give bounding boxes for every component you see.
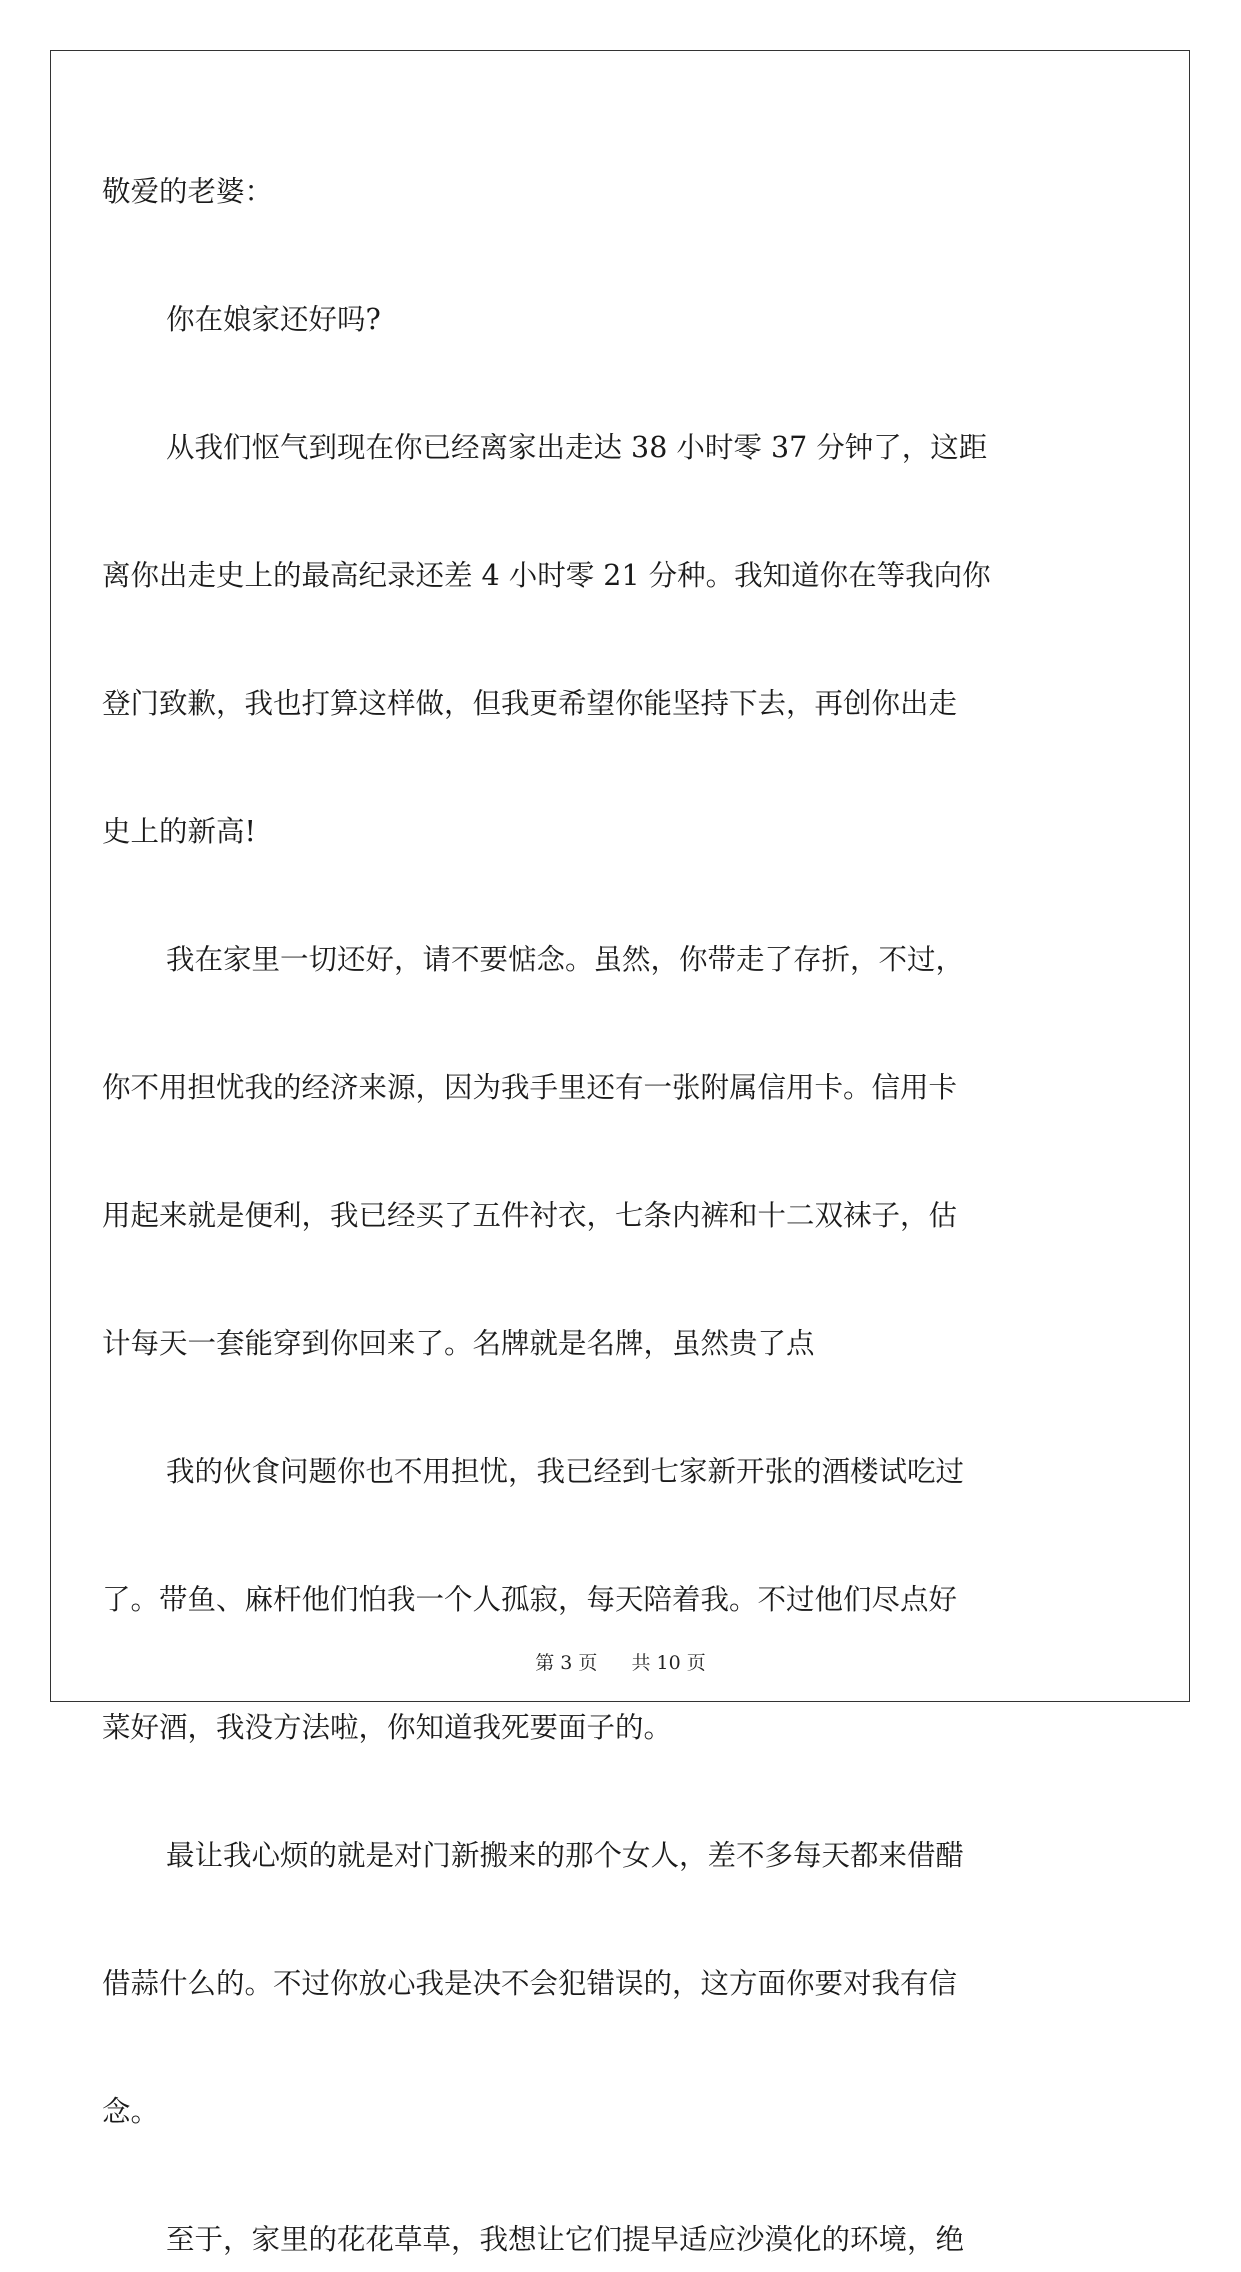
line-spacer xyxy=(102,1248,1140,1312)
text-line: 最让我心烦的就是对门新搬来的那个女人，差不多每天都来借醋 xyxy=(166,1839,965,1872)
line-spacer xyxy=(102,1120,1140,1184)
text-line: 了。带鱼、麻杆他们怕我一个人孤寂，每天陪着我。不过他们尽点好 xyxy=(102,1583,958,1616)
text-line: 用起来就是便利，我已经买了五件衬衣，七条内裤和十二双袜子，估 xyxy=(102,1199,958,1232)
letter-body xyxy=(102,160,1140,2272)
line-spacer xyxy=(102,1888,1140,1952)
text-line: 至于，家里的花花草草，我想让它们提早适应沙漠化的环境，绝 xyxy=(166,2223,965,2256)
line-spacer xyxy=(102,352,1140,416)
text-line: 登门致歉，我也打算这样做，但我更希望你能坚持下去，再创你出走 xyxy=(102,687,958,720)
text-line: 史上的新高! xyxy=(102,815,256,848)
text-line: 计每天一套能穿到你回来了。名牌就是名牌，虽然贵了点 xyxy=(102,1327,815,1360)
text-line: 离你出走史上的最高纪录还差 4 小时零 21 分种。我知道你在等我向你 xyxy=(102,559,991,592)
text-line: 你不用担忧我的经济来源，因为我手里还有一张附属信用卡。信用卡 xyxy=(102,1071,958,1104)
text-line: 我在家里一切还好，请不要惦念。虽然，你带走了存折，不过， xyxy=(166,943,965,976)
line-spacer xyxy=(102,224,1140,288)
line-spacer xyxy=(102,480,1140,544)
line-spacer xyxy=(102,2016,1140,2080)
line-spacer xyxy=(102,2144,1140,2208)
text-line: 念。 xyxy=(102,2095,160,2128)
line-spacer xyxy=(102,736,1140,800)
line-spacer xyxy=(102,608,1140,672)
page-number: 第 3 页 xyxy=(535,1652,598,1674)
line-spacer xyxy=(102,1760,1140,1824)
text-line: 敬爱的老婆： xyxy=(102,175,274,208)
text-line: 菜好酒，我没方法啦，你知道我死要面子的。 xyxy=(102,1711,673,1744)
page-footer xyxy=(0,1648,1241,1675)
page-total: 共 10 页 xyxy=(631,1652,706,1674)
text-line: 我的伙食问题你也不用担忧，我已经到七家新开张的酒楼试吃过 xyxy=(166,1455,965,1488)
line-spacer xyxy=(102,992,1140,1056)
line-spacer xyxy=(102,864,1140,928)
text-line: 从我们怄气到现在你已经离家出走达 38 小时零 37 分钟了，这距 xyxy=(166,431,988,464)
text-line: 你在娘家还好吗? xyxy=(166,303,381,336)
line-spacer xyxy=(102,1376,1140,1440)
text-line: 借蒜什么的。不过你放心我是决不会犯错误的，这方面你要对我有信 xyxy=(102,1967,958,2000)
line-spacer xyxy=(102,1504,1140,1568)
